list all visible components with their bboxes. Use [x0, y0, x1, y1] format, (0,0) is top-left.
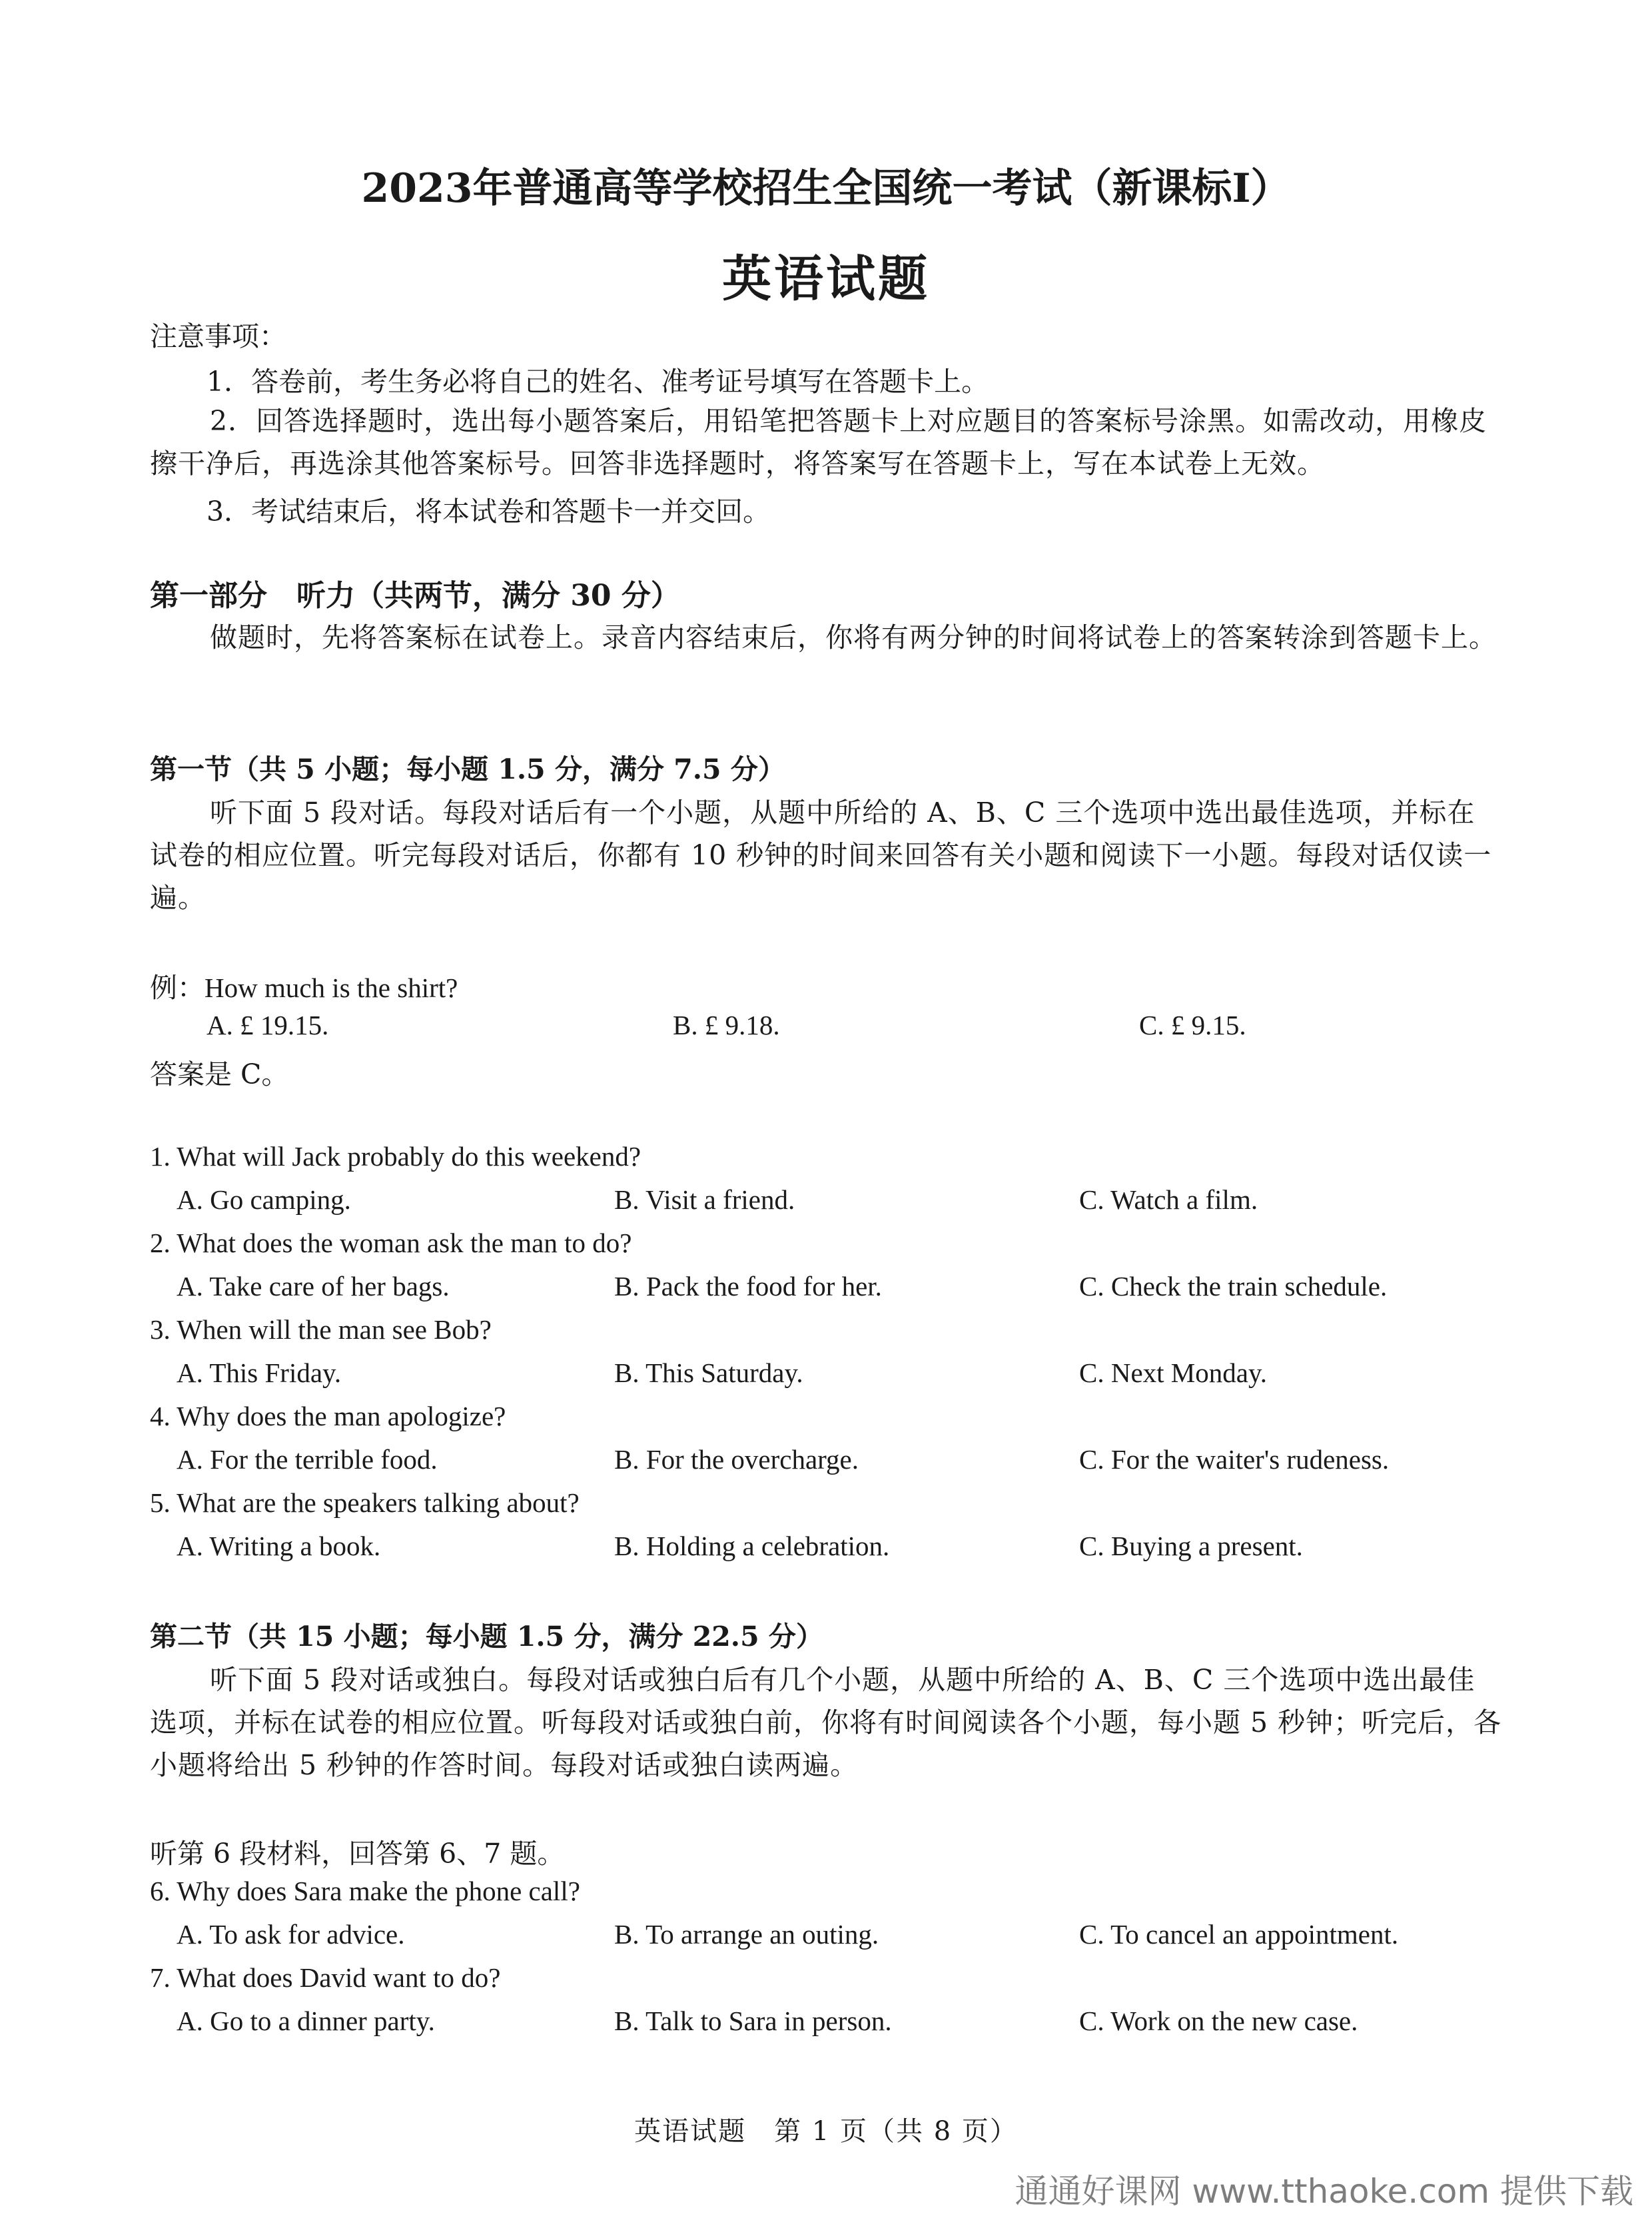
question-2: 2. What does the woman ask the man to do?: [150, 1228, 632, 1258]
q1-option-b: B. Visit a friend.: [614, 1184, 795, 1215]
q1-option-c: C. Watch a film.: [1079, 1184, 1258, 1215]
watermark: 通通好课网 www.tthaoke.com 提供下载: [1015, 2172, 1633, 2211]
notice-item-3: 3．考试结束后，将本试卷和答题卡一并交回。: [206, 496, 771, 528]
question-3: 3. When will the man see Bob?: [150, 1314, 492, 1345]
q4-option-a: A. For the terrible food.: [177, 1444, 438, 1475]
q4-option-c: C. For the waiter's rudeness.: [1079, 1444, 1390, 1475]
q2-option-a: A. Take care of her bags.: [177, 1271, 450, 1301]
q7-option-a: A. Go to a dinner party.: [177, 2006, 435, 2036]
q5-option-b: B. Holding a celebration.: [614, 1531, 890, 1561]
q6-option-c: C. To cancel an appointment.: [1079, 1919, 1399, 1950]
q6-option-b: B. To arrange an outing.: [614, 1919, 879, 1950]
example-option-a: A. £ 19.15.: [206, 1010, 329, 1040]
q5-option-c: C. Buying a present.: [1079, 1531, 1303, 1561]
section1-heading: 第一节（共 5 小题；每小题 1.5 分，满分 7.5 分）: [150, 753, 785, 785]
question-6: 6. Why does Sara make the phone call?: [150, 1876, 580, 1906]
q1-option-a: A. Go camping.: [177, 1184, 351, 1215]
part1-intro: 做题时，先将答案标在试卷上。录音内容结束后，你将有两分钟的时间将试卷上的答案转涂到答题卡上。: [210, 621, 1497, 653]
q6-option-a: A. To ask for advice.: [177, 1919, 405, 1950]
section2-heading: 第二节（共 15 小题；每小题 1.5 分，满分 22.5 分）: [150, 1621, 823, 1653]
q5-option-a: A. Writing a book.: [177, 1531, 381, 1561]
part1-heading: 第一部分 听力（共两节，满分 30 分）: [150, 579, 680, 613]
exam-title: 2023年普通高等学校招生全国统一考试（新课标Ⅰ）: [361, 165, 1291, 212]
q7-option-c: C. Work on the new case.: [1079, 2006, 1358, 2036]
notice-item-2: 2．回答选择题时，选出每小题答案后，用铅笔把答题卡上对应题目的答案标号涂黑。如需改动，用橡皮擦干净后，再选涂其他答案标号。回答非选择题时，将答案写在答题卡上，写在本试卷上无效。: [150, 405, 1487, 480]
example-option-b: B. £ 9.18.: [673, 1010, 780, 1040]
notice-item-1: 1．答卷前，考生务必将自己的姓名、准考证号填写在答题卡上。: [206, 366, 989, 398]
q4-option-b: B. For the overcharge.: [614, 1444, 859, 1475]
q3-option-c: C. Next Monday.: [1079, 1357, 1268, 1388]
example-option-c: C. £ 9.15.: [1139, 1010, 1246, 1040]
page-footer: 英语试题 第 1 页（共 8 页）: [634, 2116, 1018, 2147]
question-5: 5. What are the speakers talking about?: [150, 1487, 580, 1518]
q2-option-c: C. Check the train schedule.: [1079, 1271, 1388, 1301]
exam-subject: 英语试题: [722, 250, 930, 308]
material-6-heading: 听第 6 段材料，回答第 6、7 题。: [150, 1838, 565, 1870]
question-7: 7. What does David want to do?: [150, 1962, 501, 1993]
question-1: 1. What will Jack probably do this weekend?: [150, 1141, 641, 1172]
example-question: 例：How much is the shirt?: [150, 972, 458, 1003]
example-answer: 答案是 C。: [150, 1058, 289, 1090]
question-4: 4. Why does the man apologize?: [150, 1401, 506, 1431]
notice-heading: 注意事项：: [150, 320, 286, 352]
q3-option-a: A. This Friday.: [177, 1357, 342, 1388]
q2-option-b: B. Pack the food for her.: [614, 1271, 882, 1301]
section2-intro: 听下面 5 段对话或独白。每段对话或独白后有几个小题，从题中所给的 A、B、C 三个选项中选出最佳选项，并标在试卷的相应位置。听每段对话或独白前，你将有时间阅读各个小题，每小题 5 秒钟；听完后，各小题将给出 5 秒钟的作答时间。每段对话或独白读两遍。: [150, 1664, 1502, 1781]
q3-option-b: B. This Saturday.: [614, 1357, 803, 1388]
section1-intro: 听下面 5 段对话。每段对话后有一个小题，从题中所给的 A、B、C 三个选项中选出最佳选项，并标在试卷的相应位置。听完每段对话后，你都有 10 秒钟的时间来回答有关小题和阅读下一小题。每段对话仅读一遍。: [150, 797, 1492, 914]
q7-option-b: B. Talk to Sara in person.: [614, 2006, 892, 2036]
